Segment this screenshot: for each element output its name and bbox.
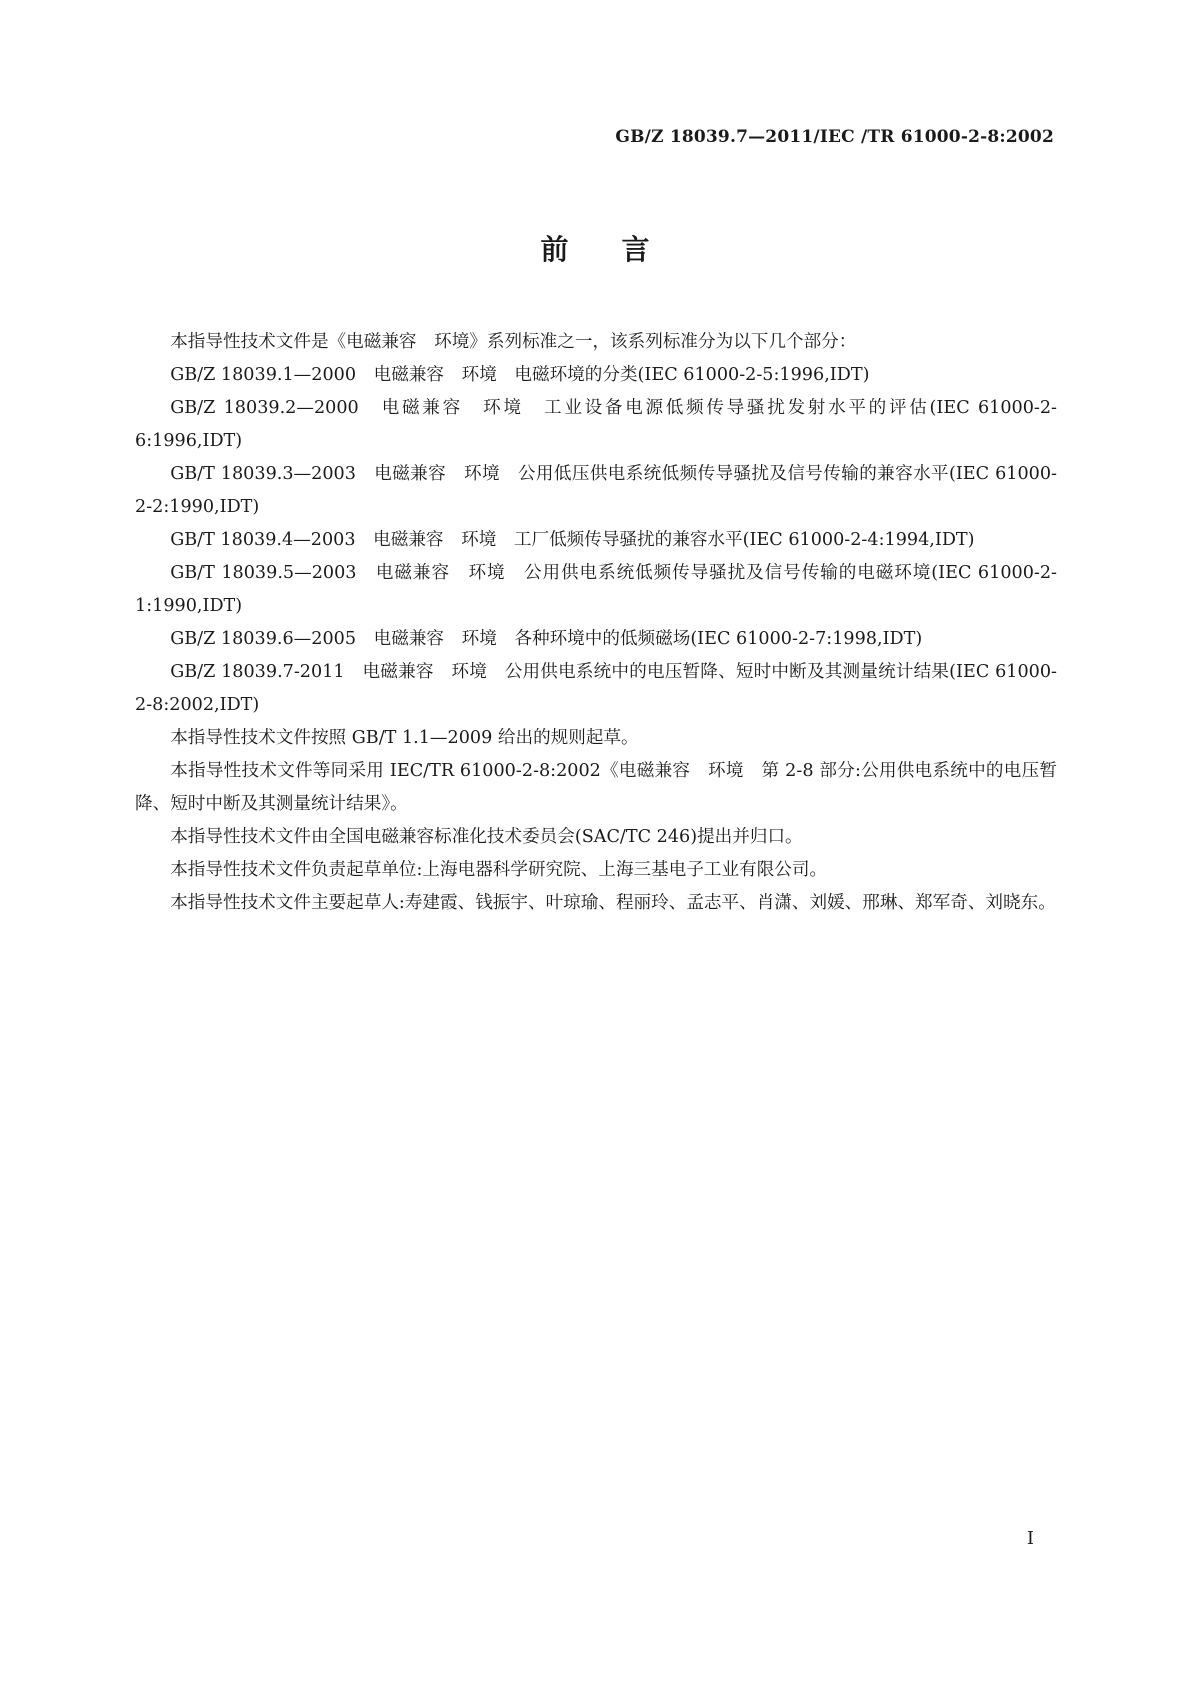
title-char-1: 前 [540,233,570,266]
reference-item: GB/T 18039.4—2003 电磁兼容 环境 工厂低频传导骚扰的兼容水平(IEC 61000-2-4:1994,IDT) [170,530,975,550]
paragraph-drafting-rules: 本指导性技术文件按照 GB/T 1.1—2009 给出的规则起草。 [170,728,639,748]
reference-item: GB/T 18039.5—2003 电磁兼容 环境 公用供电系统低频传导骚扰及信号传输的电磁环境(IEC 61000-2-1:1990,IDT) [135,563,1057,616]
reference-item: GB/T 18039.3—2003 电磁兼容 环境 公用低压供电系统低频传导骚扰及信号传输的兼容水平(IEC 61000-2-2:1990,IDT) [135,464,1057,517]
reference-item: GB/Z 18039.2—2000 电磁兼容 环境 工业设备电源低频传导骚扰发射水平的评估(IEC 61000-2-6:1996,IDT) [135,398,1057,451]
page-number: I [1026,1528,1034,1549]
reference-item: GB/Z 18039.6—2005 电磁兼容 环境 各种环境中的低频磁场(IEC 61000-2-7:1998,IDT) [170,629,923,649]
reference-item: GB/Z 18039.7-2011 电磁兼容 环境 公用供电系统中的电压暂降、短时中断及其测量统计结果(IEC 61000-2-8:2002,IDT) [135,662,1057,715]
paragraph-drafting-units: 本指导性技术文件负责起草单位:上海电器科学研究院、上海三基电子工业有限公司。 [170,860,828,880]
foreword-body [135,326,1057,920]
page-title [0,228,1191,268]
paragraph-drafters: 本指导性技术文件主要起草人:寿建霞、钱振宇、叶琼瑜、程丽玲、孟志平、肖潇、刘媛、邢琳、郑军奇、刘晓东。 [170,893,1056,913]
reference-item: GB/Z 18039.1—2000 电磁兼容 环境 电磁环境的分类(IEC 61000-2-5:1996,IDT) [170,365,870,385]
standard-code-header: GB/Z 18039.7—2011/IEC /TR 61000-2-8:2002 [615,127,1054,147]
paragraph-adoption: 本指导性技术文件等同采用 IEC/TR 61000-2-8:2002《电磁兼容 环境 第 2-8 部分:公用供电系统中的电压暂降、短时中断及其测量统计结果》。 [135,761,1057,814]
paragraph-proposer: 本指导性技术文件由全国电磁兼容标准化技术委员会(SAC/TC 246)提出并归口。 [170,827,803,847]
title-char-2: 言 [621,233,651,266]
paragraph-intro: 本指导性技术文件是《电磁兼容 环境》系列标准之一，该系列标准分为以下几个部分： [170,332,857,352]
